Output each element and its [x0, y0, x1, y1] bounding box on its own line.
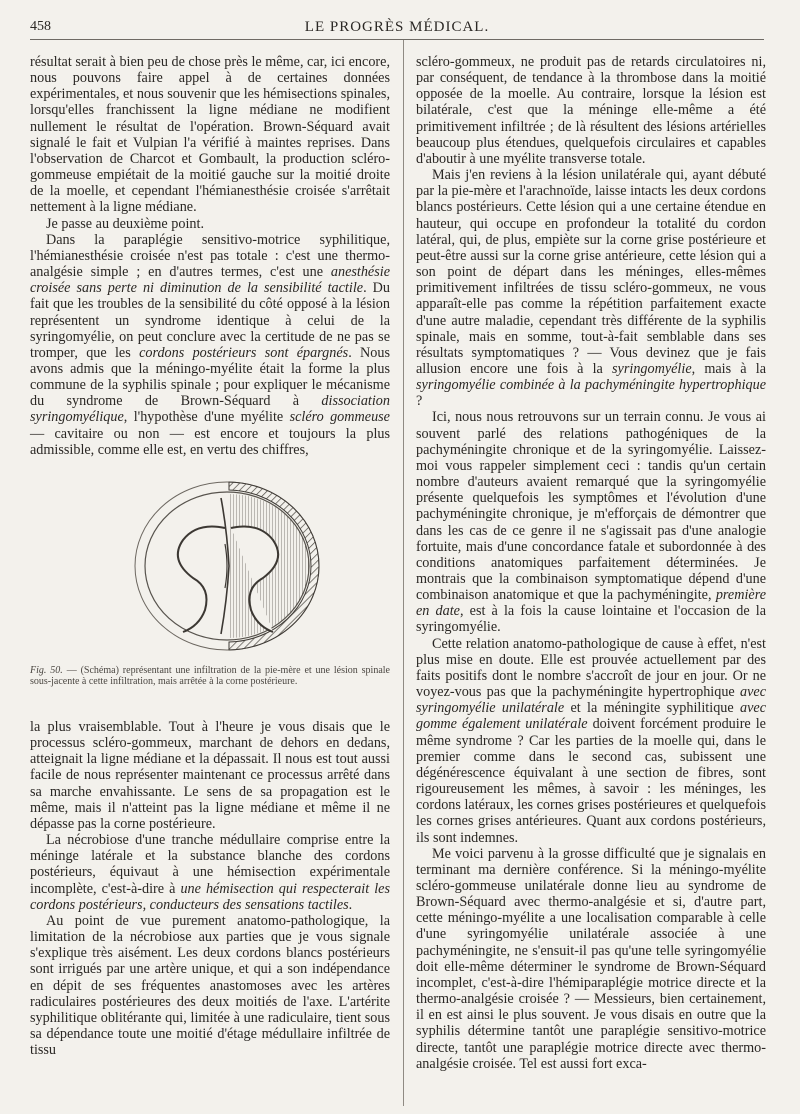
- page-number: 458: [30, 19, 51, 34]
- figure-50: [30, 470, 390, 718]
- left-column-bottom: [30, 719, 390, 1058]
- left-column-top: [30, 54, 390, 458]
- right-column: [416, 54, 766, 1072]
- paragraph: Mais j'en reviens à la lésion unilatérale qui, ayant débuté par la pie-mère et l'arachnoïde, laisse intacts les deux cordons blancs postérieurs. Cette lésion qui a une certaine étendue en hauteur, qui occupe en profondeur la totalité du cordon latéral, qui, de plus, empiète sur la corne grise postérieure et peut-être aussi sur la corne grise antérieure, cette lésion qui a son point de départ dans les méninges, elles-mêmes primitivement infiltrées de tissu scléro-gommeux, ne vous apparaît-elle pas comme la répétition parfaitement exacte d'une autre maladie, cependant très différente de la syphilis spinale, mais en somme, tout-à-fait semblable dans ses résultats symptomatiques ? — Vous devinez que je fais allusion encore une fois à la syringomyélie, mais à la syringomyélie combinée à la pachyméningite hypertrophique ?: [416, 167, 767, 410]
- paragraph: Cette relation anatomo-pathologique de cause à effet, n'est plus mise en doute. Elle est prouvée actuellement par des faits positifs dont le nombre s'accroît de jour en jour. Or ne voyez-vous pas que la pachyméningite hypertrophique avec syringomyélie unilatérale et la méningite syphilitique avec gomme également unilatérale doivent forcément produire le même syndrome ? Car les parties de la moelle qui, dans le premier comme dans le second cas, subissent une dégénérescence équivalant à une section de fibres, sont rigoureusement les mêmes, à savoir : les méninges, les cordons latéraux, les cornes grises postérieures et quelquefois les cornes grises antérieures. Quant aux cordons postérieurs, ils sont indemnes.: [416, 635, 766, 846]
- running-title: LE PROGRÈS MÉDICAL.: [304, 19, 490, 35]
- paragraph: Ici, nous nous retrouvons sur un terrain connu. Je vous ai souvent parlé des relations pathogéniques de la pachyméningite chronique et de la syringomyélie. Laissez-moi vous rappeler simplement ceci : tandis qu'un certain nombre d'auteurs avaient remarqué que la syringomyélie présente quelquefois les symptômes et l'évolution d'une pachyméningite chronique, je m'efforçais de démontrer que dans les cas de ce genre il ne s'agissait pas d'une analogie fortuite, mais d'une concordance fatale et subordonnée à des conditions anatomiques parfaitement déterminées. Je montrais que la combinaison symptomatique dépend d'une combinaison anatomique et que la pachyméningite, première en date, est à la fois la cause lointaine et l'occasion de la syringomyélie.: [416, 409, 767, 636]
- paragraph: Je passe au deuxième point.: [46, 215, 204, 232]
- paragraph: Au point de vue purement anatomo-pathologique, la limitation de la nécrobiose aux parties que je vous signale s'explique très aisément. Les deux cordons blancs postérieurs sont irrigués par une artère unique, et qui a son indépendance en dépit de ses fréquentes anastomoses avec les artères radiculaires postérieures des deux moitiés de l'axe. L'artérite syphilitique oblitérante qui, limitée à une radiculaire, tient sous sa dépendance toute une moitié d'étage médullaire infiltrée de tissu: [30, 912, 390, 1059]
- paragraph: La nécrobiose d'une tranche médullaire comprise entre la méninge latérale et la substance blanche des cordons postérieurs, équivaut à une hémisection expérimentale incomplète, c'est-à-dire à une hémisection qui respecterait les cordons postérieurs, conducteurs des sensations tactiles.: [30, 832, 390, 913]
- paragraph: Me voici parvenu à la grosse difficulté que je signalais en terminant ma dernière conférence. Si la méningo-myélite scléro-gommeuse unilatérale donne lieu au syndrome de Brown-Séquard avec thermo-analgésie et si, d'autre part, cette méningo-myélite a une localisation comparable à celle d'une syringomyélie unilatérale associée à une pachyméningite, ne s'ensuit-il pas qu'une telle syringomyélie doit elle-même déterminer le syndrome de Brown-Séquard incomplet, c'est-à-dire l'hémiparaplégie motrice directe et la thermo-analgésie croisée ? — Messieurs, bien certainement, il en est ainsi le plus souvent. Je vous disais en outre que la syphilis détermine tantôt une paraplégie sensitivo-motrice directe, tantôt une paraplégie motrice directe avec thermo-analgésie croisée. Tel est aussi fort exca-: [416, 845, 766, 1072]
- page-header: [30, 16, 764, 40]
- paragraph: résultat serait à bien peu de chose près le même, car, ici encore, nous pouvons faire appel à de certaines données expérimentales, et nous souvenir que les hémisections spinales, lorsqu'elles franchissent la ligne médiane ne modifient nullement le résultat de l'opération. Brown-Séquard avait signalé le fait et Vulpian l'a vérifié à maintes reprises. Dans l'observation de Charcot et Gombault, la production scléro-gommeuse empiétait de la moitié gauche sur la moitié droite de la moelle, et cependant l'hémianesthésie croisée s'arrêtait nettement à la ligne médiane.: [30, 54, 390, 216]
- column-divider: [403, 40, 404, 1106]
- paragraph: scléro-gommeux, ne produit pas de retards circulatoires ni, par conséquent, de tendance à la thrombose dans la moitié opposée de la moelle. Au contraire, lorsque la lésion est bilatérale, c'est que la méninge elle-même a été primitivement infiltrée ; de là résultent des lésions artérielles beaucoup plus étendues, quelquefois circulaires et capables d'aboutir à une myélite transverse totale.: [416, 54, 766, 167]
- figure-caption: Fig. 50. — (Schéma) représentant une infiltration de la pie-mère et une lésion spinale sous-jacente à cette infiltration, mais arrêtée à la corne postérieure.: [30, 665, 390, 687]
- paragraph: Dans la paraplégie sensitivo-motrice syphilitique, l'hémianesthésie croisée n'est pas totale : c'est une thermo-analgésie simple ; en d'autres termes, c'est une anesthésie croisée sans perte ni diminution de la sensibilité tactile. Du fait que les troubles de la sensibilité du côté opposé à la lésion représentent un syndrome identique à celui de la syringomyélie, on peut conclure avec la certitude de ne pas se tromper, que les cordons postérieurs sont épargnés. Nous avons admis que la méningo-myélite était la forme la plus commune de la syphilis spinale ; pour expliquer le mécanisme du syndrome de Brown-Séquard à dissociation syringomyélique, l'hypothèse d'une myélite scléro gommeuse — cavitaire ou non — est encore et toujours la plus admissible, comme elle est, en vertu des chiffres,: [30, 231, 390, 458]
- spinal-cord-schema: [125, 470, 335, 660]
- paragraph: la plus vraisemblable. Tout à l'heure je vous disais que le processus scléro-gommeux, marchant de dehors en dedans, atteignait la ligne médiane et la dépassait. Il nous est tout aussi facile de nous représenter maintenant ce processus arrêté dans sa marche envahissante. Le sens de sa propagation est le même, mais il n'atteint pas la ligne médiane et même il ne dépasse pas la corne postérieure.: [30, 719, 390, 832]
